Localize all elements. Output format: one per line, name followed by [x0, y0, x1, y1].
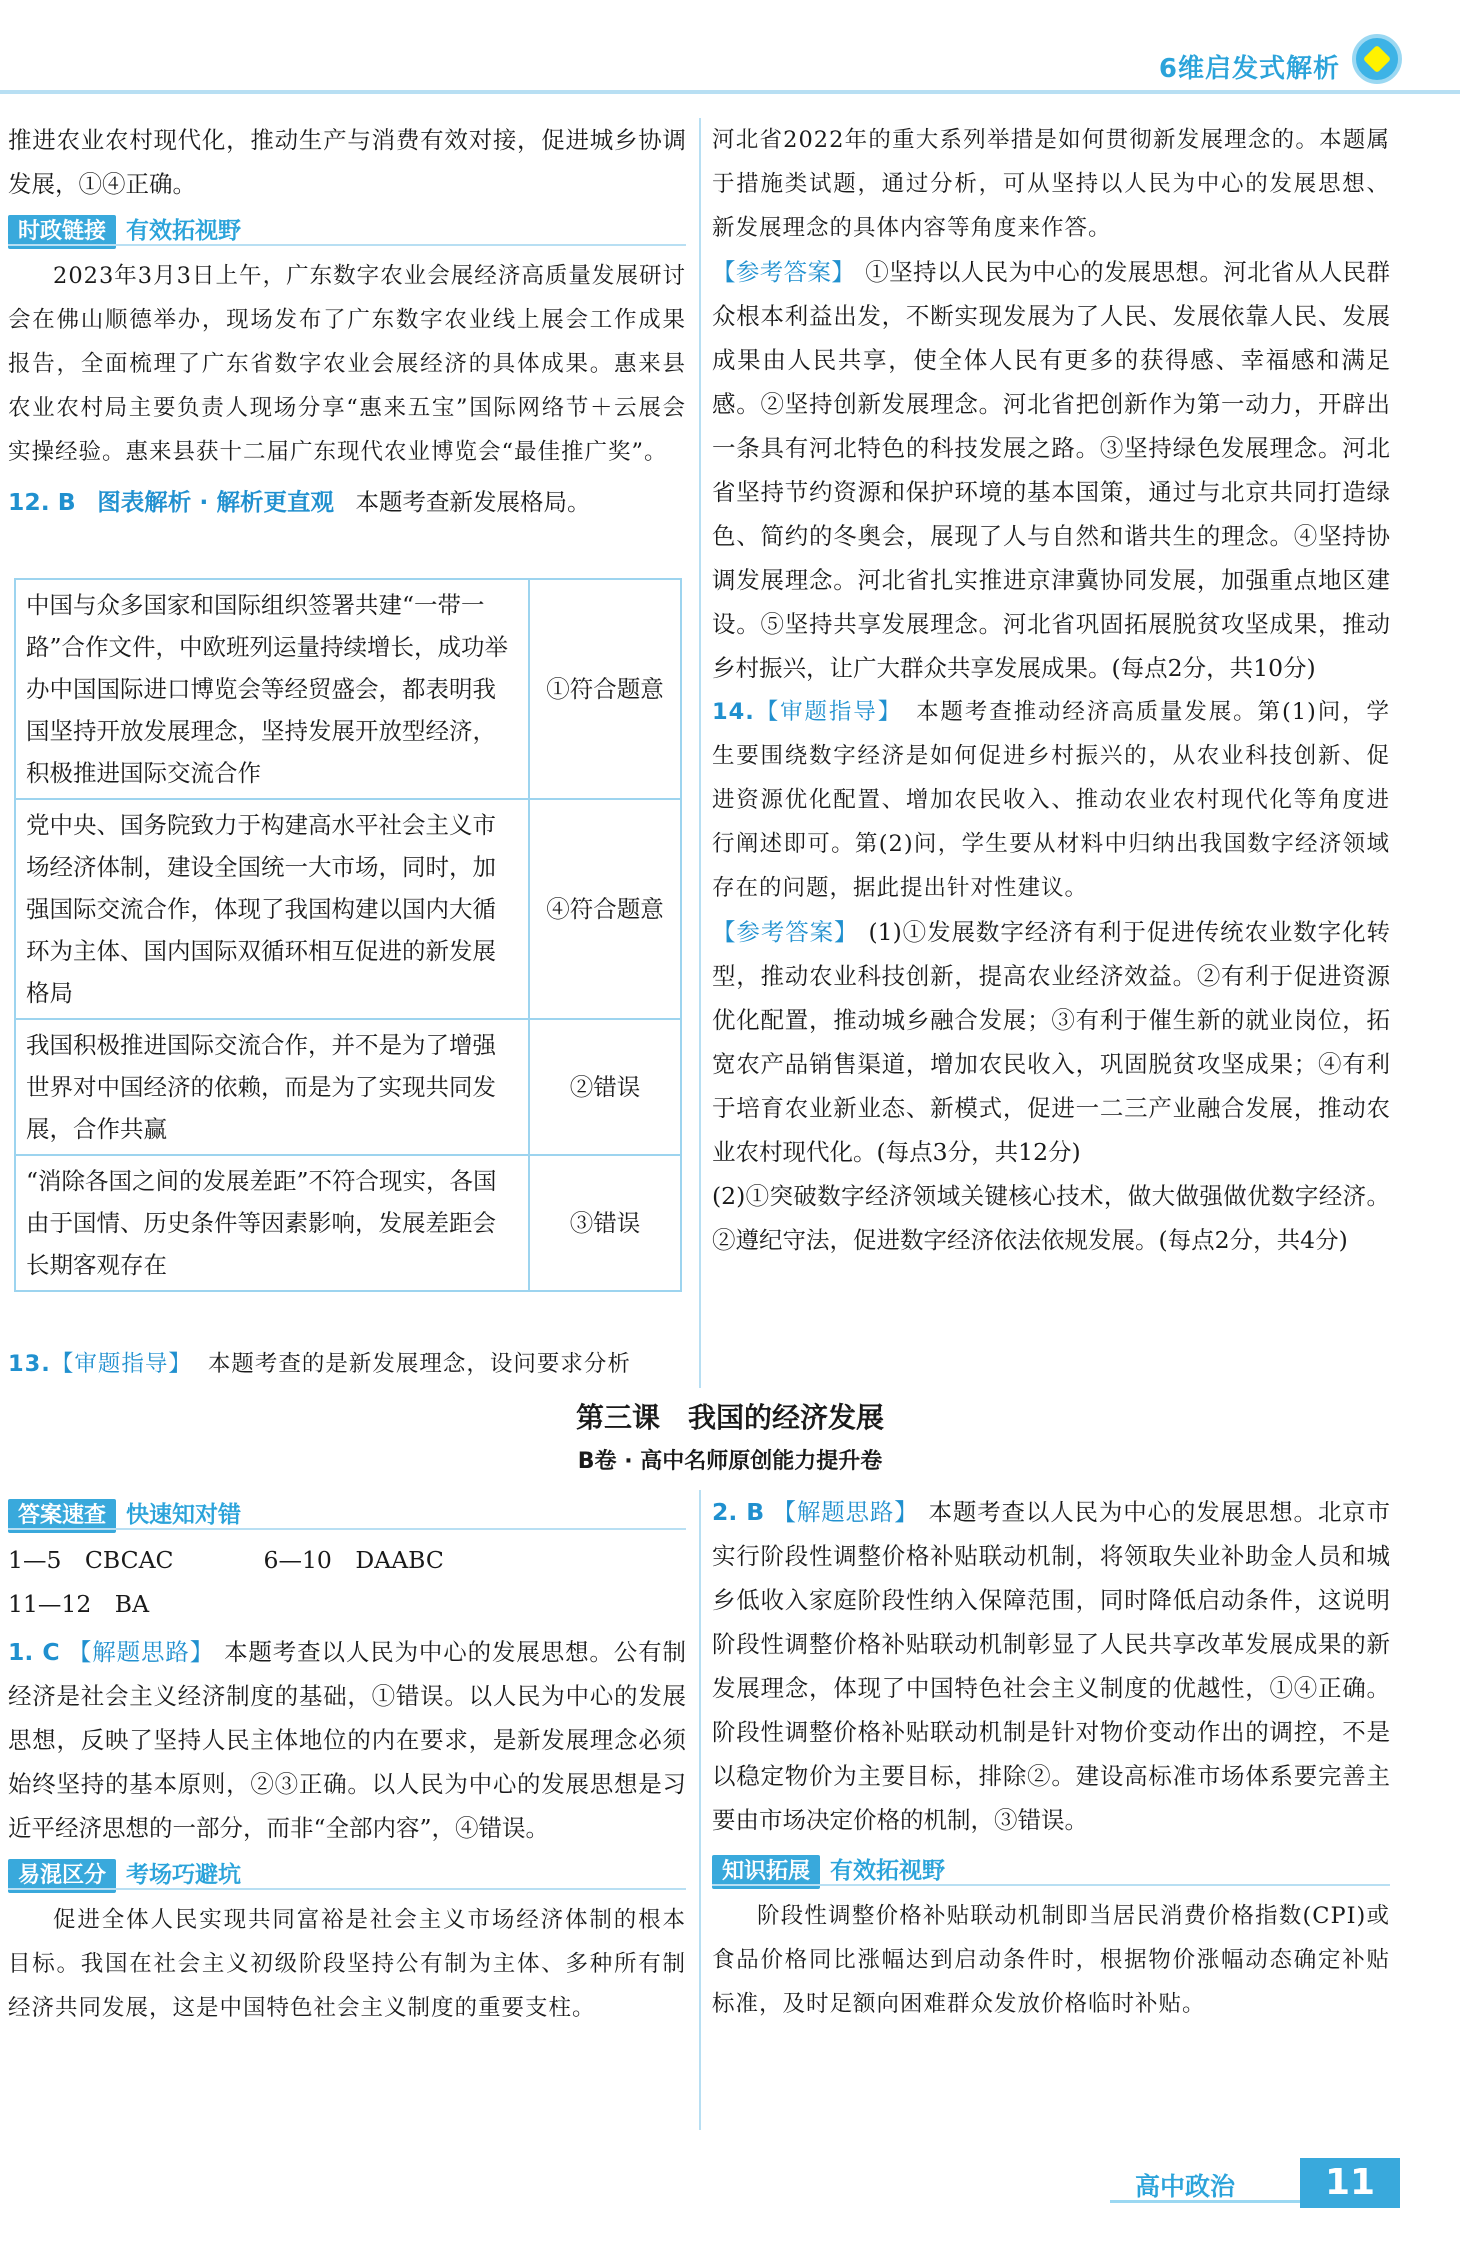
question-12-tag: 图表解析 · 解析更直观	[97, 488, 335, 516]
table-cell-right: ②错误	[529, 1019, 681, 1155]
news-link-banner	[8, 208, 686, 250]
question-13-text: 本题考查的是新发展理念，设问要求分析	[207, 1351, 631, 1377]
table-cell-right: ①符合题意	[529, 579, 681, 799]
confusion-banner	[8, 1852, 686, 1894]
answer-14-part2: (2)①突破数字经济领域关键核心技术，做大做强做优数字经济。②遵纪守法，促进数字经济依法依规发展。(每点2分，共4分)	[712, 1182, 1390, 1254]
quick-answer-subtitle: 快速知对错	[126, 1502, 242, 1528]
answers-11-12: 11—12 BA	[8, 1590, 150, 1618]
question-12-number: 12. B	[8, 488, 76, 516]
table-row	[15, 1019, 681, 1155]
brand-star-icon	[1352, 34, 1402, 84]
right-top-section	[712, 118, 1390, 1262]
question-13-tag: 【审题指导】	[50, 1351, 192, 1377]
table-cell-right: ③错误	[529, 1155, 681, 1291]
knowledge-text: 阶段性调整价格补贴联动机制即当居民消费价格指数(CPI)或食品价格同比涨幅达到启动条件时，根据物价涨幅动态确定补贴标准，及时足额向困难群众发放价格临时补贴。	[712, 1903, 1390, 2017]
news-link-tag: 时政链接	[8, 215, 116, 249]
question-12-text: 本题考查新发展格局。	[355, 488, 591, 516]
left-top-section	[8, 118, 686, 524]
question-13-heading	[8, 1342, 686, 1386]
header-brand: 6维启发式解析	[1158, 54, 1340, 84]
news-link-subtitle: 有效拓视野	[126, 218, 242, 244]
confusion-tag: 易混区分	[8, 1859, 116, 1893]
question-12-heading	[8, 480, 686, 524]
answers-6-10: 6—10 DAABC	[263, 1546, 444, 1574]
column-divider-bottom	[699, 1490, 701, 2130]
question-1-number: 1. C	[8, 1638, 60, 1666]
quick-answer-tag: 答案速查	[8, 1499, 116, 1533]
question-14-number: 14.	[712, 699, 755, 725]
quick-answer-banner	[8, 1492, 686, 1534]
answer-13-tag: 【参考答案】	[712, 258, 856, 286]
table-cell-left: 我国积极推进国际交流合作，并不是为了增强世界对中国经济的依赖，而是为了实现共同发展，合作共赢	[15, 1019, 529, 1155]
lesson-subtitle: B卷 · 高中名师原创能力提升卷	[577, 1449, 883, 1474]
left-bottom-section	[8, 1490, 686, 2030]
right-bottom-section	[712, 1490, 1390, 2026]
question-2-paragraph	[712, 1490, 1390, 1842]
table-row	[15, 579, 681, 799]
question-14-text: 本题考查推动经济高质量发展。第(1)问，学生要围绕数字经济是如何促进乡村振兴的，从农业科技创新、促进资源优化配置、增加农民收入、推动农业农村现代化等角度进行阐述即可。第(2)问，学生要从材料中归纳出我国数字经济领域存在的问题，据此提出针对性建议。	[712, 699, 1390, 901]
question-1-text: 本题考查以人民为中心的发展思想。公有制经济是社会主义经济制度的基础，①错误。以人民为中心的发展思想，反映了坚持人民主体地位的内在要求，是新发展理念必须始终坚持的基本原则，②③正确。以人民为中心的发展思想是习近平经济思想的一部分，而非“全部内容”，④错误。	[8, 1638, 686, 1842]
intro-paragraph: 推进农业农村现代化，推动生产与消费有效对接，促进城乡协调发展，①④正确。	[8, 126, 686, 198]
question-2-number: 2. B	[712, 1498, 765, 1526]
question-14-paragraph	[712, 690, 1390, 910]
table-cell-left: “消除各国之间的发展差距”不符合现实，各国由于国情、历史条件等因素影响，发展差距会长期客观存在	[15, 1155, 529, 1291]
quick-answer-row	[8, 1538, 686, 1582]
header-divider	[0, 90, 1460, 94]
answer-14-tag: 【参考答案】	[712, 918, 859, 946]
footer-subject: 高中政治	[1135, 2172, 1236, 2201]
knowledge-subtitle: 有效拓视野	[830, 1858, 946, 1884]
answer-14-paragraph	[712, 910, 1390, 1174]
table-row	[15, 799, 681, 1019]
table-row	[15, 1155, 681, 1291]
question-1-paragraph	[8, 1630, 686, 1850]
table-cell-left: 中国与众多国家和国际组织签署共建“一带一路”合作文件，中欧班列运量持续增长，成功举办中国国际进口博览会等经贸盛会，都表明我国坚持开放发展理念，坚持发展开放型经济，积极推进国际交流合作	[15, 579, 529, 799]
knowledge-banner	[712, 1848, 1390, 1890]
question-2-text: 本题考查以人民为中心的发展思想。北京市实行阶段性调整价格补贴联动机制，将领取失业补助金人员和城乡低收入家庭阶段性纳入保障范围，同时降低启动条件，这说明阶段性调整价格补贴联动机制彰显了人民共享改革发展成果的新发展理念，体现了中国特色社会主义制度的优越性，①④正确。阶段性调整价格补贴联动机制是针对物价变动作出的调控，不是以稳定物价为主要目标，排除②。建设高标准市场体系要完善主要由市场决定价格的机制，③错误。	[712, 1498, 1391, 1834]
answer-13-paragraph	[712, 250, 1390, 690]
page-number: 11	[1300, 2158, 1400, 2208]
table-cell-right: ④符合题意	[529, 799, 681, 1019]
question-2-tag: 【解题思路】	[772, 1498, 919, 1526]
answer-14-text: (1)①发展数字经济有利于促进传统农业数字化转型，推动农业科技创新，提高农业经济效益。②有利于促进资源优化配置，推动城乡融合发展；③有利于催生新的就业岗位，拓宽农产品销售渠道，增加农民收入，巩固脱贫攻坚成果；④有利于培育农业新业态、新模式，促进一二三产业融合发展，推动农业农村现代化。(每点3分，共12分)	[712, 918, 1391, 1166]
knowledge-tag: 知识拓展	[712, 1855, 820, 1889]
analysis-table	[14, 578, 682, 1292]
confusion-subtitle: 考场巧避坑	[126, 1862, 242, 1888]
answers-1-5: 1—5 CBCAC	[8, 1546, 174, 1574]
question-14-tag: 【审题指导】	[754, 699, 903, 725]
question-13-number: 13.	[8, 1351, 51, 1377]
continued-text: 河北省2022年的重大系列举措是如何贯彻新发展理念的。本题属于措施类试题，通过分析，可从坚持以人民为中心的发展思想、新发展理念的具体内容等角度来作答。	[712, 127, 1390, 241]
answer-13-text: ①坚持以人民为中心的发展思想。河北省从人民群众根本利益出发，不断实现发展为了人民、发展依靠人民、发展成果由人民共享，使全体人民有更多的获得感、幸福感和满足感。②坚持创新发展理念。河北省把创新作为第一动力，开辟出一条具有河北特色的科技发展之路。③坚持绿色发展理念。河北省坚持节约资源和保护环境的基本国策，通过与北京共同打造绿色、简约的冬奥会，展现了人与自然和谐共生的理念。④坚持协调发展理念。河北省扎实推进京津冀协同发展，加强重点地区建设。⑤坚持共享发展理念。河北省巩固拓展脱贫攻坚成果，推动乡村振兴，让广大群众共享发展成果。(每点2分，共10分)	[712, 258, 1391, 682]
confusion-text: 促进全体人民实现共同富裕是社会主义市场经济体制的根本目标。我国在社会主义初级阶段坚持公有制为主体、多种所有制经济共同发展，这是中国特色社会主义制度的重要支柱。	[8, 1907, 686, 2021]
column-divider-top	[699, 118, 701, 1388]
table-cell-left: 党中央、国务院致力于构建高水平社会主义市场经济体制，建设全国统一大市场，同时，加强国际交流合作，体现了我国构建以国内大循环为主体、国内国际双循环相互促进的新发展格局	[15, 799, 529, 1019]
question-1-tag: 【解题思路】	[67, 1638, 215, 1666]
news-link-text: 2023年3月3日上午，广东数字农业会展经济高质量发展研讨会在佛山顺德举办，现场发布了广东数字农业线上展会工作成果报告，全面梳理了广东省数字农业会展经济的具体成果。惠来县农业农村局主要负责人现场分享“惠来五宝”国际网络节＋云展会实操经验。惠来县获十二届广东现代农业博览会“最佳推广奖”。	[8, 263, 686, 465]
lesson-title: 第三课 我国的经济发展	[575, 1401, 884, 1434]
